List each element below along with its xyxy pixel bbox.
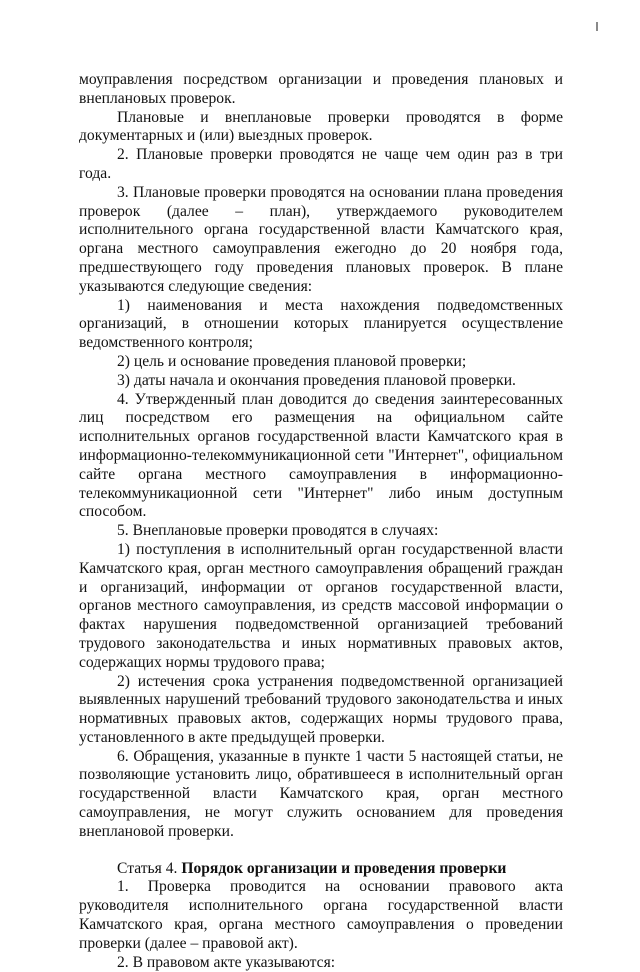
paragraph-check-forms: Плановые и внеплановые проверки проводятся в форме документарных и (или) выездных проверок.	[79, 108, 563, 145]
paragraph-item-6: 6. Обращения, указанные в пункте 1 части 5 настоящей статьи, не позволяющие установить лицо, обратившееся в исполнительный орган государственной власти Камчатского края, орган местного самоуправления, не могут служить основанием для проведения внеплановой проверки.	[79, 747, 563, 840]
paragraph-item-3: 3. Плановые проверки проводятся на основании плана проведения проверок (далее – план), утверждаемого руководителем исполнительного органа государственной власти Камчатского края, органа местного самоуправления ежегодно до 20 ноября года, предшествующего году проведения плановых проверок. В плане указываются следующие сведения:	[79, 183, 563, 295]
article-prefix: Статья 4.	[117, 859, 178, 877]
paragraph-item-5: 5. Внеплановые проверки проводятся в случаях:	[117, 522, 439, 540]
paragraph-item-2: 2. Плановые проверки проводятся не чаще чем один раз в три года.	[79, 146, 563, 182]
paragraph-item-4: 4. Утвержденный план доводится до сведения заинтересованных лиц посредством его размещения на официальном сайте исполнительных органов государственной власти Камчатского края в информационно-телекоммуникационной сети "Интернет", официальном сайте органа местного самоуправления в информационно-телекоммуникационной сети "Интернет" либо иным доступным способом.	[79, 390, 563, 521]
paragraph-subitem-3-3: 3) даты начала и окончания проведения плановой проверки.	[117, 371, 516, 389]
paragraph-continuation: моуправления посредством организации и проведения плановых и внеплановых проверок.	[79, 71, 563, 107]
article-title: Порядок организации и проведения проверки	[181, 859, 507, 877]
document-body	[79, 71, 563, 972]
paragraph-subitem-3-2: 2) цель и основание проведения плановой проверки;	[117, 352, 467, 370]
article-paragraph-2: 2. В правовом акте указываются:	[117, 953, 336, 971]
article-paragraph-1: 1. Проверка проводится на основании правового акта руководителя исполнительного органа государственной власти Камчатского края, органа местного самоуправления о проведении проверки (далее – правовой акт).	[79, 878, 563, 952]
paragraph-subitem-5-2: 2) истечения срока устранения подведомственной организацией выявленных нарушений требований трудового законодательства и иных нормативных правовых актов, содержащих нормы трудового права, установленного в акте предыдущей проверки.	[79, 672, 563, 746]
paragraph-subitem-5-1: 1) поступления в исполнительный орган государственной власти Камчатского края, орган местного самоуправления обращений граждан и организаций, информации от органов государственной власти, органов местного самоуправления, из средств массовой информации о фактах нарушения подведомственной организацией требований трудового законодательства и иных нормативных правовых актов, содержащих нормы трудового права;	[79, 540, 563, 671]
article-heading	[79, 860, 563, 879]
scan-mark	[596, 22, 598, 31]
paragraph-subitem-3-1: 1) наименования и места нахождения подведомственных организаций, в отношении которых планируется осуществление ведомственного контроля;	[79, 296, 563, 352]
